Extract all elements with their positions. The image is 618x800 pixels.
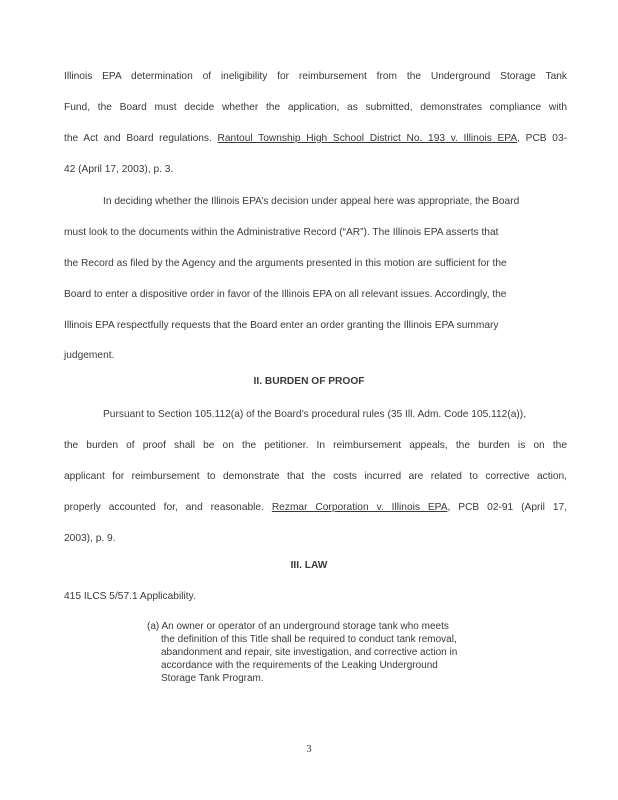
para3-line1: Pursuant to Section 105.112(a) of the Board’s procedural rules (35 Ill. Adm. Code 105.112(a)),	[103, 409, 527, 420]
statute-reference: 415 ILCS 5/57.1 Applicability.	[64, 591, 196, 602]
block-quote-line2: the definition of this Title shall be required to conduct tank removal,	[161, 634, 457, 645]
para2-line3: the Record as filed by the Agency and the arguments presented in this motion are sufficient for the	[64, 258, 507, 269]
block-quote-line3: abandonment and repair, site investigation, and corrective action in	[161, 647, 458, 658]
case-citation-rantoul: Rantoul Township High School District No. 193 v. Illinois EPA	[217, 133, 518, 144]
para1-line1: Illinois EPA determination of ineligibility for reimbursement from the Underground Storage Tank	[64, 71, 567, 82]
heading-burden-of-proof: II. BURDEN OF PROOF	[253, 376, 365, 387]
para2-line4: Board to enter a dispositive order in favor of the Illinois EPA on all relevant issues. Accordingly, the	[64, 289, 507, 300]
para1-line4: 42 (April 17, 2003), p. 3.	[64, 164, 174, 175]
para3-line4-tail: , PCB 02-91 (April 17,	[447, 502, 567, 513]
para2-line1: In deciding whether the Illinois EPA’s decision under appeal here was appropriate, the Board	[103, 196, 520, 207]
para3-line3: applicant for reimbursement to demonstrate that the costs incurred are related to corrective action,	[64, 471, 567, 482]
para2-line5: Illinois EPA respectfully requests that the Board enter an order granting the Illinois EPA summary	[64, 320, 499, 331]
para3-line5: 2003), p. 9.	[64, 533, 116, 544]
para1-line3	[64, 132, 567, 146]
page-number: 3	[306, 744, 312, 755]
para3-line4-text: properly accounted for, and reasonable.	[64, 502, 272, 513]
para2-line6: judgement.	[64, 350, 115, 361]
block-quote-line1: (a) An owner or operator of an underground storage tank who meets	[147, 621, 449, 632]
case-citation-rezmar: Rezmar Corporation v. Illinois EPA	[271, 502, 448, 513]
para1-line3-tail: , PCB 03-	[517, 133, 567, 144]
heading-law: III. LAW	[290, 560, 328, 571]
para3-line4	[64, 501, 567, 515]
para2-line2: must look to the documents within the Administrative Record (“AR”). The Illinois EPA asserts that	[64, 227, 499, 238]
para3-line2: the burden of proof shall be on the petitioner. In reimbursement appeals, the burden is on the	[64, 440, 567, 451]
block-quote-line5: Storage Tank Program.	[161, 673, 264, 684]
block-quote-line4: accordance with the requirements of the Leaking Underground	[161, 660, 438, 671]
para1-line3-text: the Act and Board regulations.	[64, 133, 218, 144]
para1-line2: Fund, the Board must decide whether the application, as submitted, demonstrates compliance with	[64, 102, 567, 113]
